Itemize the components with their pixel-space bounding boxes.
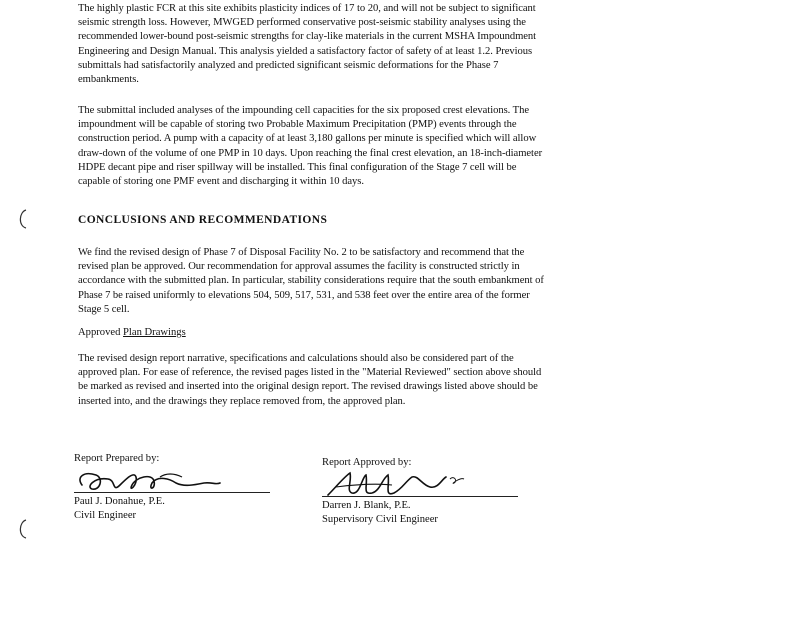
subheading-underlined: Plan Drawings bbox=[123, 327, 186, 338]
signature-area-prepared bbox=[74, 467, 274, 495]
hole-punch-mark-upper bbox=[16, 208, 30, 230]
signature-block-prepared bbox=[74, 452, 274, 524]
hole-punch-mark-lower bbox=[16, 518, 30, 540]
approved-by-label: Report Approved by: bbox=[322, 457, 412, 468]
signature-area-approved bbox=[322, 471, 522, 499]
signature-block-approved bbox=[322, 456, 522, 528]
conclusions-heading: CONCLUSIONS AND RECOMMENDATIONS bbox=[78, 214, 328, 226]
approver-title: Supervisory Civil Engineer bbox=[322, 514, 438, 525]
subheading-prefix: Approved bbox=[78, 327, 121, 338]
preparer-title: Civil Engineer bbox=[74, 510, 137, 521]
preparer-name: Paul J. Donahue, P.E. bbox=[74, 495, 165, 507]
paragraph-seismic-stability: The highly plastic FCR at this site exhibits plasticity indices of 17 to 20, and will not be subject to significant seismic strength loss. However, MWGED performed conservative post-seismic stability analyses using the recommended lower-bound post-seismic strengths for clay-like materials in the current MSHA Impoundment Engineering and Design Manual. This analysis yielded a satisfactory factor of safety of at least 1.2. Previous submittals had satisfactorily analyzed and predicted significant seismic deformations for the Phase 7 embankments. bbox=[78, 3, 537, 86]
paragraph-cell-capacity: The submittal included analyses of the impounding cell capacities for the six proposed crest elevations. The impoundment will be capable of storing two Probable Maximum Precipitation (PMP) events through the construction period. A pump with a capacity of at least 3,180 gallons per minute is specified which will allow draw-down of the volume of one PMP in 10 days. Upon reaching the final crest elevation, an 18-inch-diameter HDPE decant pipe and riser spillway will be installed. This final configuration of the Stage 7 cell will be capable of storing one PMF event and discharging it within 10 days. bbox=[78, 105, 543, 188]
approver-name: Darren J. Blank, P.E. bbox=[322, 499, 411, 511]
signature-line-approved bbox=[322, 496, 518, 497]
paragraph-approved-plan: The revised design report narrative, specifications and calculations should also be considered part of the approved plan. For ease of reference, the revised pages listed in the "Material Reviewed" section above should be marked as revised and inserted into the original design report. The revised drawings listed above should be inserted into, and the drawings they replace removed from, the approved plan. bbox=[78, 353, 542, 407]
prepared-by-label: Report Prepared by: bbox=[74, 453, 160, 464]
approved-plan-drawings-heading bbox=[78, 327, 186, 338]
paragraph-conclusions: We find the revised design of Phase 7 of Disposal Facility No. 2 to be satisfactory and recommend that the revised plan be approved. Our recommendation for approval assumes the facility is constructed strictly in accordance with the submitted plan. In particular, stability considerations require that the south embankment of Phase 7 be raised uniformly to elevations 504, 509, 517, 531, and 538 feet over the entire area of the former Stage 5 cell. bbox=[78, 247, 544, 315]
signature-line-prepared bbox=[74, 492, 270, 493]
